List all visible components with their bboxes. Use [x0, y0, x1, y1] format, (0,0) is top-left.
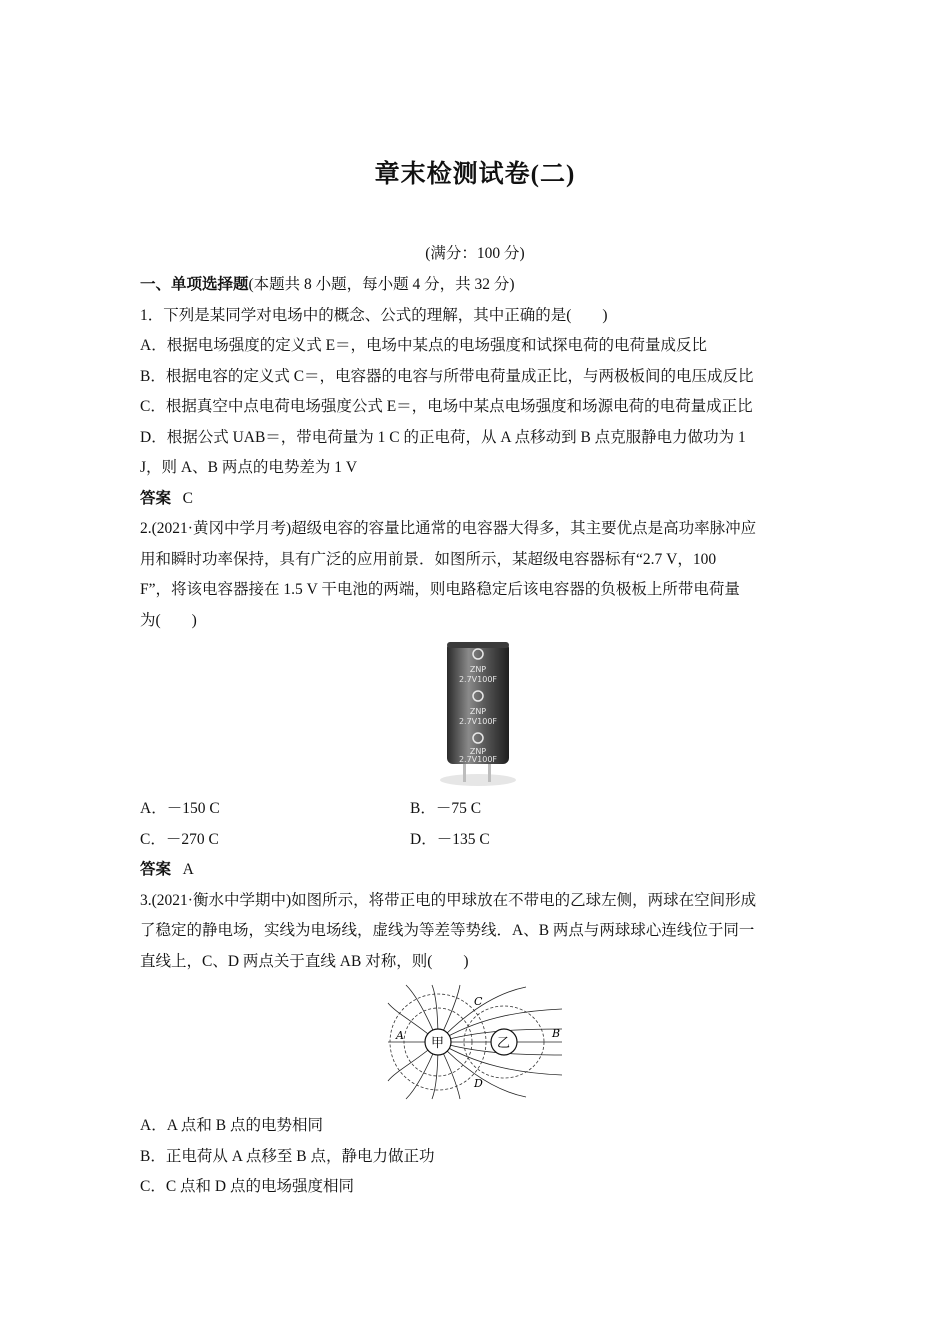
section-note: (本题共 8 小题，每小题 4 分，共 32 分): [248, 276, 515, 293]
q2-option-c: C．－270 C: [140, 830, 219, 848]
q3-option-b: B．正电荷从 A 点移至 B 点，静电力做正功: [140, 1147, 435, 1165]
q2-line2: 用和瞬时功率保持，具有广泛的应用前景．如图所示，某超级电容器标有“2.7 V，100: [140, 550, 717, 568]
section-heading-line: [140, 270, 815, 301]
point-d-label: D: [474, 1077, 483, 1090]
label-jia: 甲: [431, 1036, 445, 1051]
q1-option-c: C．根据真空中点电荷电场强度公式 E＝，电场中某点电场强度和场源电荷的电荷量成正比: [140, 398, 753, 415]
page-title: 章末检测试卷(二): [374, 161, 576, 188]
q3-option-a: A．A 点和 B 点的电势相同: [140, 1117, 323, 1134]
label-yi: 乙: [497, 1036, 511, 1051]
point-a-label: A: [396, 1029, 404, 1042]
cap-label-rating-2: 2.7V100F: [458, 717, 498, 726]
q2-answer: [140, 855, 815, 886]
cap-label-rating-1: 2.7V100F: [458, 675, 498, 684]
cap-label-rating-3: 2.7V100F: [458, 755, 498, 764]
answer-label: 答案: [140, 489, 172, 507]
cap-label-znp-3: ZNP: [469, 747, 487, 756]
q2-line3: F”，将该电容器接在 1.5 V 干电池的两端，则电路稳定后该电容器的负极板上所带电荷量: [140, 581, 740, 598]
supercapacitor-figure: [437, 640, 519, 788]
q3-line1: 3.(2021·衡水中学期中)如图所示，将带正电的甲球放在不带电的乙球左侧，两球在空间形成: [140, 891, 757, 909]
content: [140, 270, 815, 1203]
q2-line1: 2.(2021·黄冈中学月考)超级电容的容量比通常的电容器大得多，其主要优点是高功率脉冲应: [140, 520, 757, 537]
q1-option-d-line2: J，则 A、B 两点的电势差为 1 V: [140, 459, 358, 476]
cap-label-znp-1: ZNP: [469, 665, 487, 674]
answer-value: A: [182, 861, 194, 878]
cap-label-znp-2: ZNP: [469, 707, 487, 716]
point-b-label: B: [552, 1027, 561, 1040]
score-note: (满分：100 分): [425, 245, 525, 262]
q3-line2: 了稳定的静电场，实线为电场线，虚线为等差等势线．A、B 两点与两球球心连线位于同一: [140, 922, 755, 939]
q1-option-a: A．根据电场强度的定义式 E＝，电场中某点的电场强度和试探电荷的电荷量成反比: [140, 337, 708, 354]
q1-option-b: B．根据电容的定义式 C＝，电容器的电容与所带电荷量成正比，与两极板间的电压成反比: [140, 367, 754, 385]
q2-line4: 为( ): [140, 611, 197, 629]
electric-field-figure: [386, 983, 564, 1101]
answer-value: C: [182, 489, 193, 507]
q3-line3: 直线上，C、D 两点关于直线 AB 对称，则( ): [140, 952, 469, 970]
q2-option-b: B．－75 C: [410, 800, 482, 817]
q1-option-d-line1: D．根据公式 UAB＝，带电荷量为 1 C 的正电荷，从 A 点移动到 B 点克服静电力做功为 1: [140, 428, 746, 446]
q1-stem: 1．下列是某同学对电场中的概念、公式的理解，其中正确的是( ): [140, 306, 608, 324]
q2-option-a: A．－150 C: [140, 800, 220, 817]
section-heading: 一、单项选择题: [140, 276, 249, 293]
q2-option-d: D．－135 C: [410, 830, 490, 848]
answer-label: 答案: [140, 861, 172, 878]
q2-options-row1: [140, 794, 815, 825]
q3-option-c: C．C 点和 D 点的电场强度相同: [140, 1178, 354, 1195]
point-c-label: C: [474, 995, 483, 1008]
q2-options-row2: [140, 825, 815, 856]
q1-answer: [140, 484, 815, 515]
